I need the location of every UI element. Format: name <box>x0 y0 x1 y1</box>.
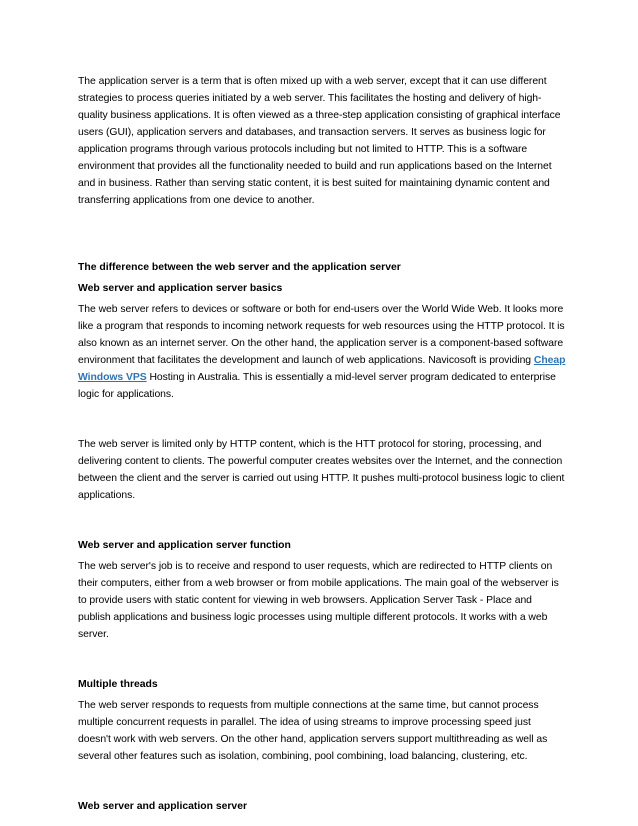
difference-heading: The difference between the web server and the application server <box>78 262 401 273</box>
basics-text-before-link: The web server refers to devices or software or both for end-users over the World Wide Web. It looks more like a program that responds to incoming network requests for web resources using the HTTP protocol. It is also known as an internet server. On the other hand, the application server is a component-based software environment that facilitates the development and launch of web applications. Navicosoft is providing <box>78 304 565 366</box>
threads-heading: Multiple threads <box>78 679 158 690</box>
cheap-windows-vps-link[interactable]: Cheap Windows VPS <box>78 355 566 383</box>
basics-subheading: Web server and application server basics <box>78 283 283 294</box>
function-paragraph: The web server's job is to receive and respond to user requests, which are redirected to HTTP clients on their computers, either from a web browser or from mobile applications. The main goal of the webserver is to provide users with static content for viewing in web browsers. Application Server Task - Place and publish applications and business logic processes using multiple different protocols. It works with a web server. <box>78 561 559 640</box>
http-content-paragraph: The web server is limited only by HTTP content, which is the HTT protocol for storing, processing, and delivering content to clients. The powerful computer creates websites over the Internet, and the connection between the client and the server is carried out using HTTP. It pushes multi-protocol business logic to client applications. <box>78 439 565 501</box>
basics-text-after-link: Hosting in Australia. This is essentially a mid-level server program dedicated to enterprise logic for applications. <box>78 372 556 400</box>
threads-paragraph: The web server responds to requests from multiple connections at the same time, but cannot process multiple concurrent requests in parallel. The idea of using streams to improve processing speed just doesn't work with web servers. On the other hand, application servers support multithreading as well as several other features such as isolation, combining, pool combining, load balancing, clustering, etc. <box>78 700 548 762</box>
function-heading: Web server and application server function <box>78 540 291 551</box>
last-heading: Web server and application server <box>78 801 248 812</box>
intro-paragraph: The application server is a term that is often mixed up with a web server, except that it can use different strategies to process queries initiated by a web server. This facilitates the hosting and delivery of high-quality business applications. It is often viewed as a three-step application consisting of graphical interface users (GUI), application servers and databases, and transaction servers. It serves as business logic for application programs through various protocols including but not limited to HTTP. This is a software environment that provides all the functionality needed to build and run applications based on the Internet and in business. Rather than serving static content, it is best suited for maintaining dynamic content and transferring applications from one device to another. <box>78 76 561 206</box>
document-page <box>78 73 566 815</box>
basics-paragraph <box>78 301 566 403</box>
